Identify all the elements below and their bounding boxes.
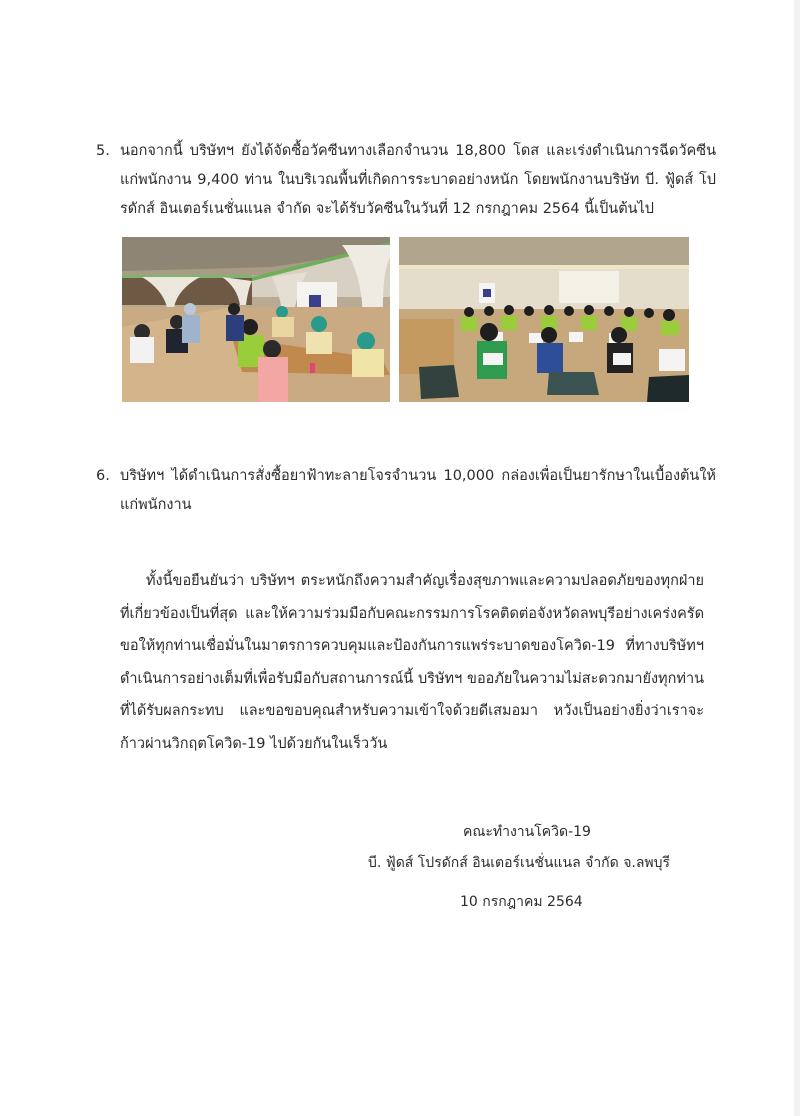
closing-paragraph: ทั้งนี้ขอยืนยันว่า บริษัทฯ ตระหนักถึงความสำคัญเรื่องสุขภาพและความปลอดภัยของทุกฝ่ายที่เกี่ยวข้องเป็นที่สุด และให้ความร่วมมือกับคณะกรรมการโรคติดต่อจังหวัดลพบุรีอย่างเคร่งครัด ขอให้ทุกท่านเชื่อมั่นในมาตรการควบคุมและป้องกันการแพร่ระบาดของโควิด-19 ที่ทางบริษัทฯ ดำเนินการอย่างเต็มที่เพื่อรับมือกับสถานการณ์นี้ บริษัทฯ ขออภัยในความไม่สะดวกมายังทุกท่านที่ได้รับผลกระทบ และขอขอบคุณสำหรับความเข้าใจด้วยดีเสมอมา หวังเป็นอย่างยิ่งว่าเราจะก้าวผ่านวิกฤตโควิด-19 ไปด้วยกันในเร็ววัน bbox=[120, 573, 704, 752]
signature-team: คณะทำงานโควิด-19 bbox=[463, 824, 591, 840]
photo-row bbox=[122, 237, 690, 402]
signature-company: บี. ฟู้ดส์ โปรดักส์ อินเตอร์เนชั่นแนล จำกัด จ.ลพบุรี bbox=[368, 855, 671, 871]
list-item-5 bbox=[96, 137, 716, 224]
viewer-edge bbox=[794, 0, 800, 1116]
item-number: 5. bbox=[96, 143, 110, 159]
list-item-6 bbox=[96, 462, 716, 520]
signature-date: 10 กรกฎาคม 2564 bbox=[460, 894, 583, 910]
item-text: นอกจากนี้ บริษัทฯ ยังได้จัดซื้อวัคซีนทางเลือกจำนวน 18,800 โดส และเร่งดำเนินการฉีดวัคซีนแก่พนักงาน 9,400 ท่าน ในบริเวณพื้นที่เกิดการระบาดอย่างหนัก โดยพนักงานบริษัท บี. ฟู้ดส์ โปรดักส์ อินเตอร์เนชั่นแนล จำกัด จะได้รับวัคซีนในวันที่ 12 กรกฎาคม 2564 นี้เป็นต้นไป bbox=[120, 143, 716, 217]
waiting-area-photo bbox=[399, 237, 689, 402]
item-text: บริษัทฯ ได้ดำเนินการสั่งซื้อยาฟ้าทะลายโจรจำนวน 10,000 กล่องเพื่อเป็นยารักษาในเบื้องต้นให้แก่พนักงาน bbox=[120, 468, 716, 513]
vaccination-table-photo bbox=[122, 237, 390, 402]
item-number: 6. bbox=[96, 468, 110, 484]
